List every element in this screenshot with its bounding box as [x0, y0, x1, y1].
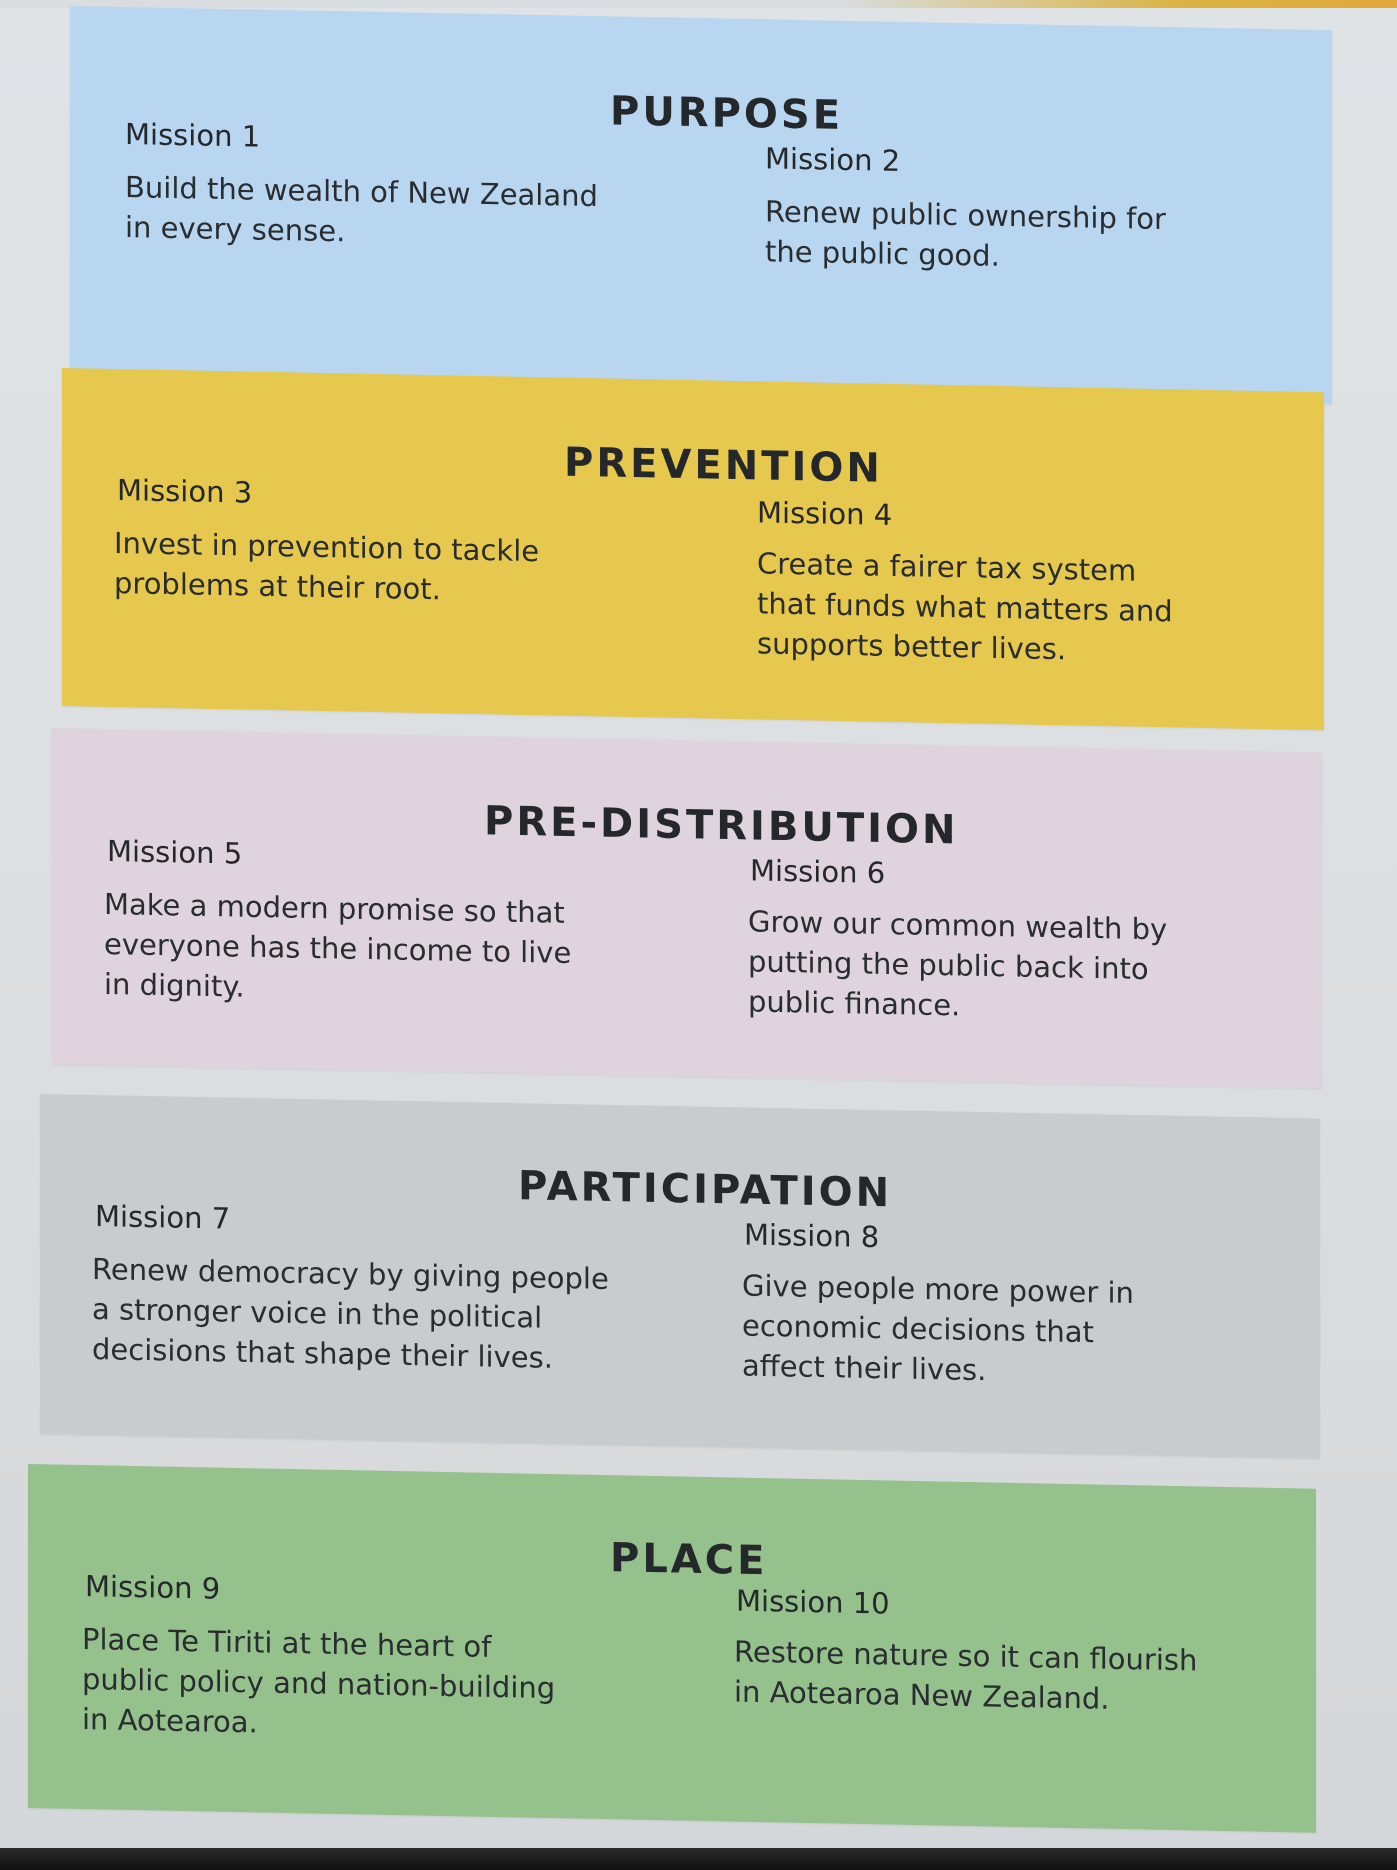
mission-1-heading: Mission 1	[125, 117, 261, 154]
mission-2-heading: Mission 2	[765, 141, 901, 178]
section-title-participation: PARTICIPATION	[518, 1163, 893, 1217]
mission-5-text: Make a modern promise so that everyone has the income to live in dignity.	[104, 886, 572, 1004]
section-title-purpose: PURPOSE	[610, 88, 844, 139]
mission-3-text: Invest in prevention to tackle problems at their root.	[114, 525, 540, 607]
mission-6-heading: Mission 6	[750, 853, 886, 890]
mission-6-text: Grow our common wealth by putting the public back into public finance.	[748, 904, 1168, 1023]
mission-10-text: Restore nature so it can flourish in Aotearoa New Zealand.	[734, 1634, 1198, 1716]
section-title-prevention: PREVENTION	[564, 439, 883, 492]
mission-8-heading: Mission 8	[744, 1217, 880, 1255]
mission-9-heading: Mission 9	[85, 1569, 221, 1606]
mission-9-text: Place Te Tiriti at the heart of public policy and nation-building in Aotearoa.	[82, 1622, 556, 1740]
section-title-pre-distribution: PRE-DISTRIBUTION	[484, 798, 959, 854]
top-edge-strip	[0, 0, 1397, 8]
mission-10-heading: Mission 10	[736, 1583, 890, 1621]
section-purpose	[70, 6, 1332, 404]
section-prevention	[62, 368, 1324, 730]
mission-5-heading: Mission 5	[107, 834, 243, 871]
mission-3-heading: Mission 3	[117, 473, 253, 510]
section-place	[28, 1464, 1316, 1833]
mission-8-text: Give people more power in economic decisions that affect their lives.	[742, 1268, 1134, 1388]
mission-4-heading: Mission 4	[757, 495, 893, 532]
mission-1-text: Build the wealth of New Zealand in every sense.	[125, 170, 598, 249]
mission-4-text: Create a fairer tax system that funds what matters and supports better lives.	[757, 546, 1173, 667]
mission-2-text: Renew public ownership for the public good.	[765, 194, 1166, 273]
section-pre-distribution	[52, 728, 1322, 1088]
bottom-edge-strip	[0, 1848, 1397, 1870]
mission-7-text: Renew democracy by giving people a stronger voice in the political decisions that shape their lives.	[92, 1251, 609, 1375]
section-participation	[40, 1094, 1320, 1459]
mission-7-heading: Mission 7	[95, 1199, 231, 1236]
section-title-place: PLACE	[610, 1535, 768, 1585]
